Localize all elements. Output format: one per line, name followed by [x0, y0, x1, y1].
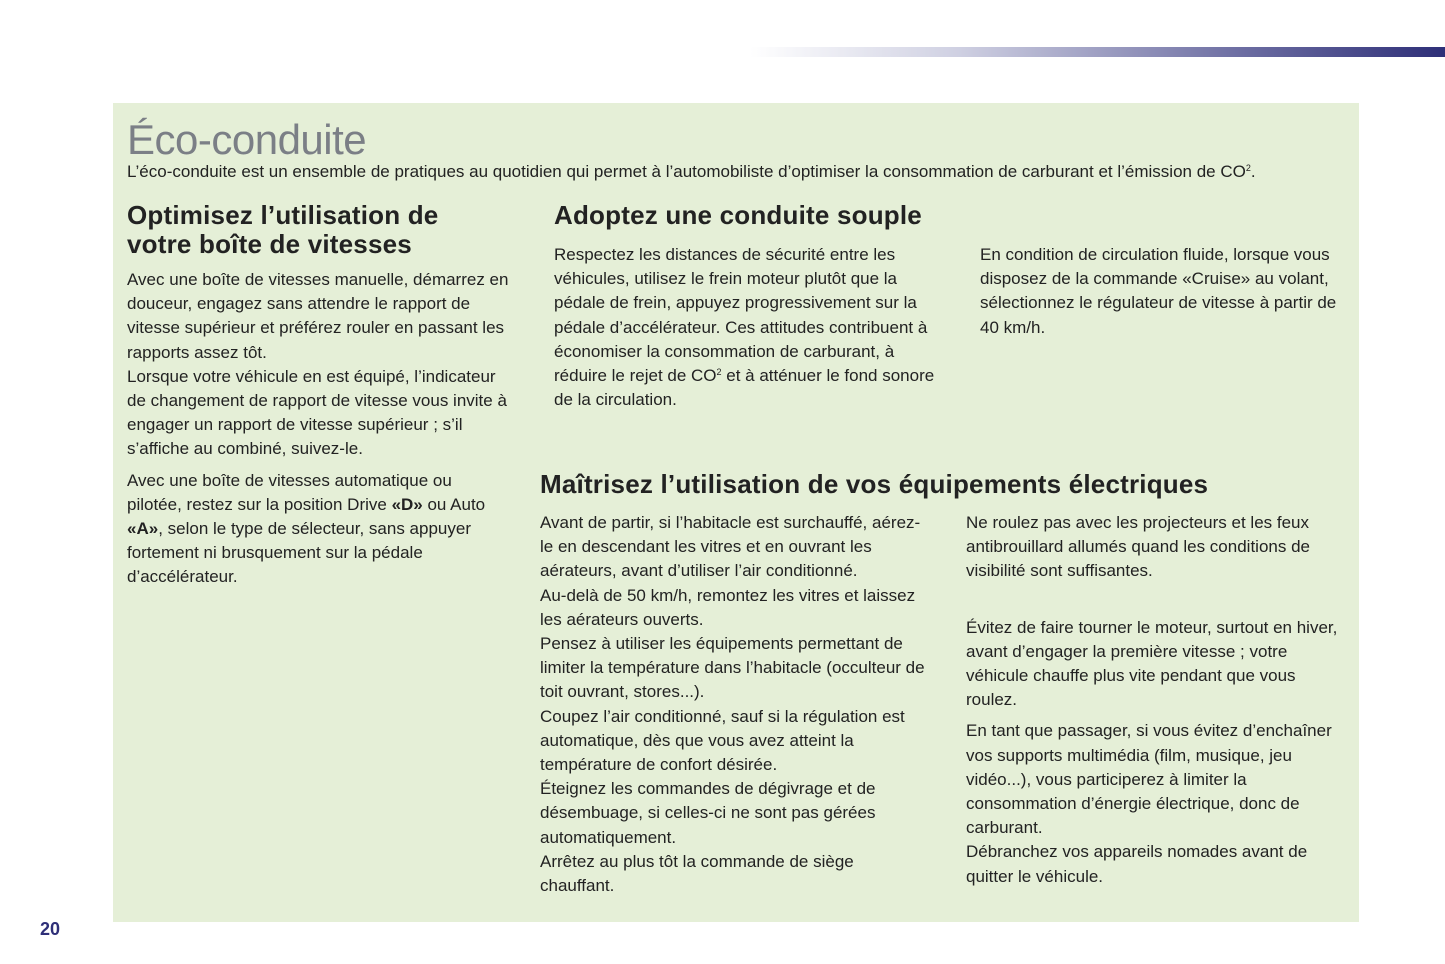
smooth-driving-left-text — [554, 243, 939, 412]
intro-co2-subscript: 2 — [1245, 163, 1251, 173]
electrical-right-para: Ne roulez pas avec les projecteurs et les feux antibrouillard allumés quand les conditions de visibilité sont suffisantes. — [966, 513, 1310, 581]
smooth-text-a: Respectez les distances de sécurité entre les véhicules, utilisez le frein moteur plutôt que la pédale de frein, appuyez progressivement sur la pédale d’accélérateur. Ces attitudes contribuent à économiser la consommation de carburant, à réduire le rejet de CO — [554, 245, 928, 386]
electrical-right-para: Évitez de faire tourner le moteur, surtout en hiver, avant d’engager la première vitesse ; votre véhicule chauffe plus vite pendant que vous roulez. — [966, 617, 1338, 710]
gearbox-auto-text-e: , selon le type de sélecteur, sans appuyer fortement ni brusquement sur la pédale d’accélérateur. — [127, 519, 471, 587]
electrical-left-para: Arrêtez au plus tôt la commande de siège chauffant. — [540, 851, 854, 896]
auto-position-label: «A» — [127, 519, 159, 539]
electrical-heading: Maîtrisez l’utilisation de vos équipements électriques — [540, 469, 1209, 499]
gearbox-heading-line1: Optimisez l’utilisation de — [127, 200, 439, 230]
intro-text-main: L’éco-conduite est un ensemble de pratiques au quotidien qui permet à l’automobiliste d’optimiser la consommation de carburant et l’émission de CO — [127, 162, 1246, 181]
gearbox-para-indicator: Lorsque votre véhicule en est équipé, l’indicateur de changement de rapport de vitesse vous invite à engager un rapport de vitesse supérieur ; s’il s’affiche au combiné, suivez-le. — [127, 366, 507, 459]
intro-text-end: . — [1250, 162, 1256, 181]
electrical-right-text — [966, 511, 1350, 889]
electrical-right-para: Débranchez vos appareils nomades avant de quitter le véhicule. — [966, 842, 1308, 886]
smooth-driving-heading: Adoptez une conduite souple — [554, 200, 922, 230]
gearbox-auto-text-c: ou Auto — [422, 494, 486, 514]
gearbox-heading — [127, 201, 517, 259]
electrical-left-para: Pensez à utiliser les équipements permettant de limiter la température dans l’habitacle (occulteur de toit ouvrant, stores...). — [540, 634, 925, 702]
electrical-right-para: En tant que passager, si vous évitez d’enchaîner vos supports multimédia (film, musique, jeu vidéo...), vous participerez à limiter la consommation d’énergie électrique, donc de carburant. — [966, 721, 1332, 838]
gearbox-heading-line2: votre boîte de vitesses — [127, 229, 412, 259]
page-number: 20 — [40, 919, 61, 939]
smooth-driving-right-text — [980, 243, 1358, 340]
intro-text — [127, 160, 1256, 184]
electrical-left-para: Coupez l’air conditionné, sauf si la régulation est automatique, dès que vous avez atteint la température de confort désirée. — [540, 706, 905, 775]
gearbox-auto-text-a: Avec une boîte de vitesses automatique ou pilotée, restez sur la position Drive — [127, 470, 452, 514]
smooth-driving-para — [554, 243, 939, 412]
page-title: Éco-conduite — [127, 116, 367, 163]
smooth-co2-subscript: 2 — [716, 367, 722, 378]
electrical-left-para: Au-delà de 50 km/h, remontez les vitres et laissez les aérateurs ouverts. — [540, 585, 916, 629]
cruise-control-para: En condition de circulation fluide, lorsque vous disposez de la commande «Cruise» au volant, sélectionnez le régulateur de vitesse à partir de 40 km/h. — [980, 245, 1337, 337]
gearbox-para-automatic — [127, 469, 509, 590]
electrical-left-para: Éteignez les commandes de dégivrage et de désembuage, si celles-ci ne sont pas gérées automatiquement. — [540, 779, 876, 847]
header-gradient-bar — [750, 47, 1445, 57]
gearbox-text — [127, 268, 509, 590]
drive-position-label: «D» — [391, 494, 423, 514]
electrical-left-para: Avant de partir, si l’habitacle est surchauffé, aérez-le en descendant les vitres et en ouvrant les aérateurs, avant d’utiliser l’air conditionné. — [540, 513, 921, 581]
gearbox-para-manual: Avec une boîte de vitesses manuelle, démarrez en douceur, engagez sans attendre le rapport de vitesse supérieur et préférez rouler en passant les rapports assez tôt. — [127, 270, 509, 362]
smooth-text-b: et à atténuer le fond sonore de la circulation. — [554, 366, 935, 410]
electrical-left-text — [540, 511, 932, 898]
